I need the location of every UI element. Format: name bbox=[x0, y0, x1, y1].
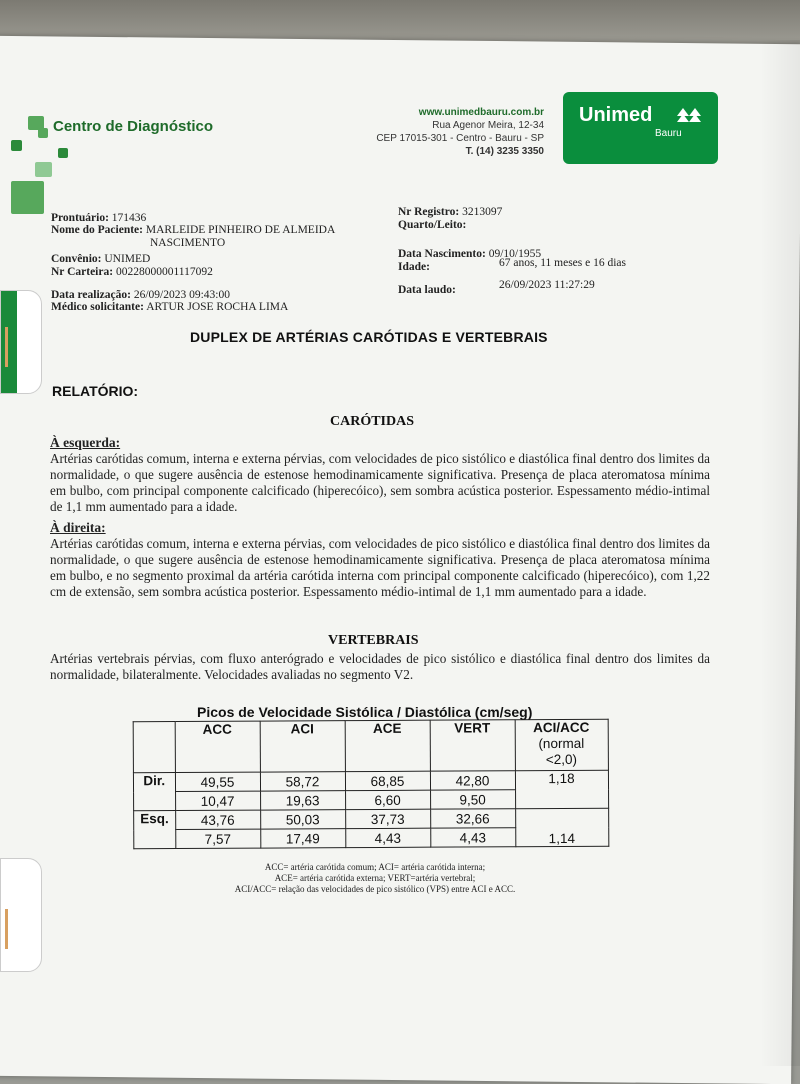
table-title: Picos de Velocidade Sistólica / Diastólica (cm/seg) bbox=[197, 704, 533, 720]
cell: 7,57 bbox=[175, 829, 260, 848]
direita-section bbox=[50, 520, 710, 600]
idade-value: 67 anos, 11 meses e 16 dias bbox=[499, 257, 627, 269]
convenio-row: Convênio: UNIMED bbox=[51, 253, 151, 265]
direita-label: À direita: bbox=[50, 520, 106, 535]
unimed-city: Bauru bbox=[655, 128, 682, 139]
website: www.unimedbauru.com.br bbox=[418, 107, 544, 118]
cell: 19,63 bbox=[260, 791, 345, 810]
address: Rua Agenor Meira, 12-34 bbox=[432, 120, 544, 131]
table-row bbox=[133, 770, 608, 791]
esquerda-section bbox=[50, 435, 710, 515]
ratio-esq: 1,14 bbox=[515, 808, 608, 846]
cell: 43,76 bbox=[175, 810, 260, 829]
idade-label: Idade: bbox=[398, 261, 430, 273]
esquerda-label: À esquerda: bbox=[50, 435, 121, 450]
medico-row: Médico solicitante: ARTUR JOSE ROCHA LIMA bbox=[51, 301, 289, 313]
nome-row: Nome do Paciente: MARLEIDE PINHEIRO DE ALMEIDA bbox=[51, 224, 336, 236]
unimed-logo-text: Unimed bbox=[579, 104, 653, 126]
vertebrais-heading: VERTEBRAIS bbox=[328, 633, 419, 648]
header-cell-aci: ACI bbox=[260, 721, 345, 772]
page-shading bbox=[760, 40, 800, 1066]
cell: 37,73 bbox=[345, 809, 430, 828]
unimed-tree-icon bbox=[677, 106, 703, 128]
prontuario-row: Prontuário: 171436 bbox=[51, 212, 147, 224]
binder-tab-bottom bbox=[0, 858, 42, 972]
velocity-table bbox=[133, 719, 609, 849]
header-cell-acc: ACC bbox=[175, 721, 260, 772]
note-line: ACE= artéria carótida externa; VERT=artéria vertebral; bbox=[274, 873, 476, 883]
cell: 58,72 bbox=[260, 772, 345, 791]
note-line: ACC= artéria carótida comum; ACI= artéria carótida interna; bbox=[264, 862, 486, 872]
phone: T. (14) 3235 3350 bbox=[465, 146, 544, 157]
direita-text: Artérias carótidas comum, interna e externa pérvias, com velocidades de pico sistólico e diastólica final dentro dos limites da normalidade, o que sugere ausência de estenose hemodinamicamente significativa. Presença de placa ateromatosa mínima em bulbo, e no segmento proximal da artéria carótida interna com principal componente calcificado (hiperecóico), com 1,22 cm de extensão, sem sombra acústica posterior. Espessamento médio-intimal de 1,1 mm aumentado para a idade. bbox=[50, 536, 710, 599]
table-notes bbox=[215, 862, 535, 895]
row-label-dir: Dir. bbox=[133, 773, 175, 811]
cell: 4,43 bbox=[430, 828, 515, 847]
cell: 6,60 bbox=[345, 790, 430, 809]
cell: 50,03 bbox=[260, 810, 345, 829]
laudo-value: 26/09/2023 11:27:29 bbox=[499, 279, 595, 291]
carteira-row: Nr Carteira: 00228000001117092 bbox=[51, 266, 213, 278]
esquerda-text: Artérias carótidas comum, interna e externa pérvias, com velocidades de pico sistólico e diastólica final dentro dos limites da normalidade, o que sugere ausência de estenose hemodinamicamente significativa. Presença de placa ateromatosa mínima em bulbo, com principal componente calcificado (hiperecóico), sem sombra acústica posterior. Espessamento médio-intimal de 1,1 mm aumentado para a idade. bbox=[50, 451, 710, 514]
cell: 68,85 bbox=[345, 771, 430, 790]
ratio-dir: 1,18 bbox=[515, 770, 608, 808]
note-line: ACI/ACC= relação das velocidades de pico sistólico (VPS) entre ACI e ACC. bbox=[234, 884, 516, 894]
cell: 17,49 bbox=[260, 829, 345, 848]
quarto-row: Quarto/Leito: bbox=[398, 219, 467, 231]
brand-name: Centro de Diagnóstico bbox=[53, 118, 214, 135]
data-realizacao-row: Data realização: 26/09/2023 09:43:00 bbox=[51, 289, 230, 301]
relatorio-label: RELATÓRIO: bbox=[52, 383, 139, 399]
binder-tab-top bbox=[0, 290, 42, 394]
registro-row: Nr Registro: 3213097 bbox=[398, 206, 503, 218]
cell: 9,50 bbox=[430, 790, 515, 809]
report-title: DUPLEX DE ARTÉRIAS CARÓTIDAS E VERTEBRAIS bbox=[190, 329, 548, 345]
vertebrais-text: Artérias vertebrais pérvias, com fluxo anterógrado e velocidades de pico sistólico e diastólica final dentro dos limites da normalidade, bilateralmente. Velocidades avaliadas no segmento V2. bbox=[50, 651, 710, 682]
header-cell-empty bbox=[133, 722, 175, 773]
carotidas-heading: CARÓTIDAS bbox=[330, 414, 415, 429]
cell: 4,43 bbox=[345, 828, 430, 847]
cell: 32,66 bbox=[430, 809, 515, 828]
table-row bbox=[134, 808, 609, 829]
header-cell-ratio: ACI/ACC (normal <2,0) bbox=[515, 719, 608, 770]
nome-row-2: NASCIMENTO bbox=[150, 237, 226, 249]
cell: 49,55 bbox=[175, 772, 260, 791]
unimed-logo bbox=[563, 92, 718, 164]
table-header-row bbox=[133, 719, 608, 772]
cell: 10,47 bbox=[175, 791, 260, 810]
laudo-label: Data laudo: bbox=[398, 284, 456, 296]
nascimento-row: Data Nascimento: 09/10/1955 bbox=[398, 248, 542, 260]
header-cell-vert: VERT bbox=[430, 720, 515, 771]
cell: 42,80 bbox=[430, 771, 515, 790]
header-cell-ace: ACE bbox=[345, 720, 430, 771]
row-label-esq: Esq. bbox=[134, 811, 176, 849]
cep: CEP 17015-301 - Centro - Bauru - SP bbox=[376, 133, 544, 144]
